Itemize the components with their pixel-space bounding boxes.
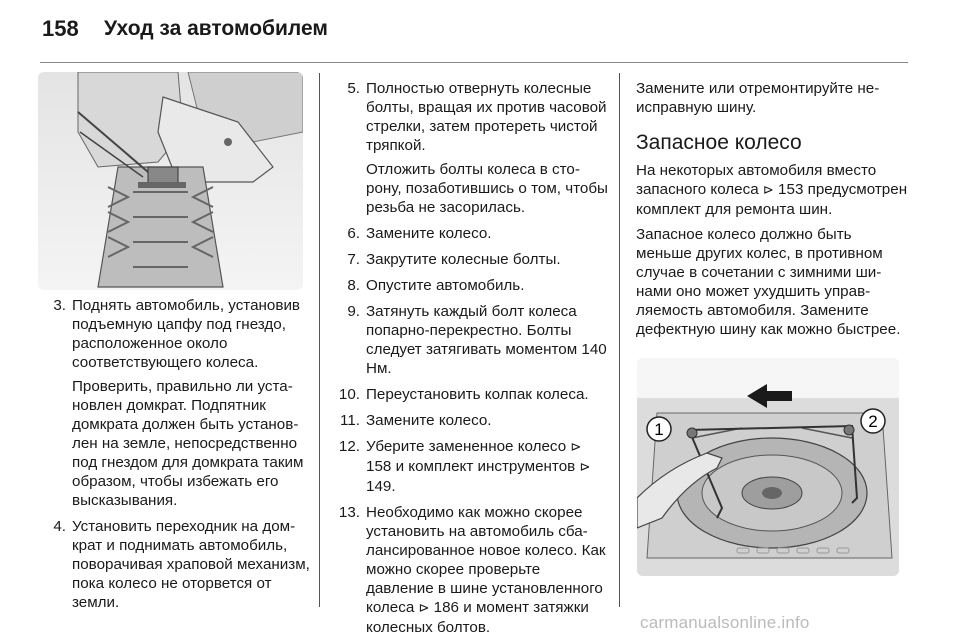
page-header [42, 12, 328, 46]
step-11: 11. Замените колесо. [340, 412, 492, 429]
step-12: 12. Уберите замененное колесо ⊳ 158 и комплект инструментов ⊳ 149. [338, 438, 591, 495]
page-number: 158 [42, 16, 79, 41]
spare-wheel-paragraph-2: Запасное колесо должно быть меньше других колес, в противном случае в сочетании с зимними шинами оно может ухудшить управляемость автомобиля. Замените дефектную шину как можно быстрее. [636, 226, 901, 338]
step-4: 4. Установить переходник на домкрат и поднимать автомобиль, поворачивая храповой механизм, пока колесо не оторвется от земли. [53, 518, 310, 611]
cross-ref-arrow-icon: ⊳ [570, 440, 582, 455]
right-column [636, 79, 908, 345]
cross-ref-arrow-icon: ⊳ [579, 460, 591, 475]
spare-wheel-illustration [637, 358, 899, 576]
cross-ref-arrow-icon: ⊳ [418, 601, 430, 616]
page-ref-link[interactable]: 186 [433, 599, 459, 616]
spare-wheel-paragraph-1: На некоторых автомобиля вместо запасного колеса ⊳ 153 предусмотрен комплект для ремонта шин. [636, 162, 908, 218]
column-divider-left [319, 73, 320, 607]
step-5: 5. Полностью отвернуть колесные болты, вращая их против часовой стрелки, затем протереть чистой тряпкой. Отложить болты колеса в сторону, позаботившись о том, чтобы резьба не засорилась. [347, 80, 608, 216]
step-6: 6. Замените колесо. [347, 225, 492, 242]
steps-list-left [42, 296, 312, 612]
page-ref-link[interactable]: 158 [366, 458, 392, 475]
figure-label-2: 2 [868, 412, 878, 431]
step-9: 9. Затянуть каждый болт колеса попарно-перекрестно. Болты следует затягивать моментом 140 Нм. [347, 303, 607, 377]
figure-label-1: 1 [654, 420, 664, 439]
watermark: carmanualsonline.info [640, 613, 810, 632]
step-10: 10. Переустановить колпак колеса. [338, 386, 589, 403]
middle-column [336, 79, 608, 644]
step-7: 7. Закрутите колесные болты. [347, 251, 561, 268]
section-heading: Запасное колесо [636, 131, 802, 154]
left-column [42, 296, 312, 619]
column-divider-right [619, 73, 620, 607]
page-title: Уход за автомобилем [104, 17, 328, 40]
jack-illustration [38, 72, 303, 290]
steps-list-middle [336, 79, 608, 637]
header-rule [40, 62, 908, 63]
page-ref-link[interactable]: 149. [366, 478, 396, 495]
intro-paragraph: Замените или отремонтируйте неисправную шину. [636, 80, 880, 116]
cross-ref-arrow-icon: ⊳ [762, 183, 774, 198]
step-13: 13. Необходимо как можно скорее установить на автомобиль сбалансированное новое колесо. Как можно скорее проверьте давление в шине установленного колеса ⊳ 186 и момент затяжки колесных болтов. [338, 504, 606, 636]
step-8: 8. Опустите автомобиль. [347, 277, 525, 294]
step-3: 3. Поднять автомобиль, установив подъемную цапфу под гнездо, расположенное около соответствующего колеса. Проверить, правильно ли установлен домкрат. Подпятник домкрата должен быть установлен на земле, непосредственно под гнездом для домкрата таким образом, чтобы избежать его высказывания. [53, 297, 304, 509]
page-ref-link[interactable]: 153 [778, 181, 804, 198]
